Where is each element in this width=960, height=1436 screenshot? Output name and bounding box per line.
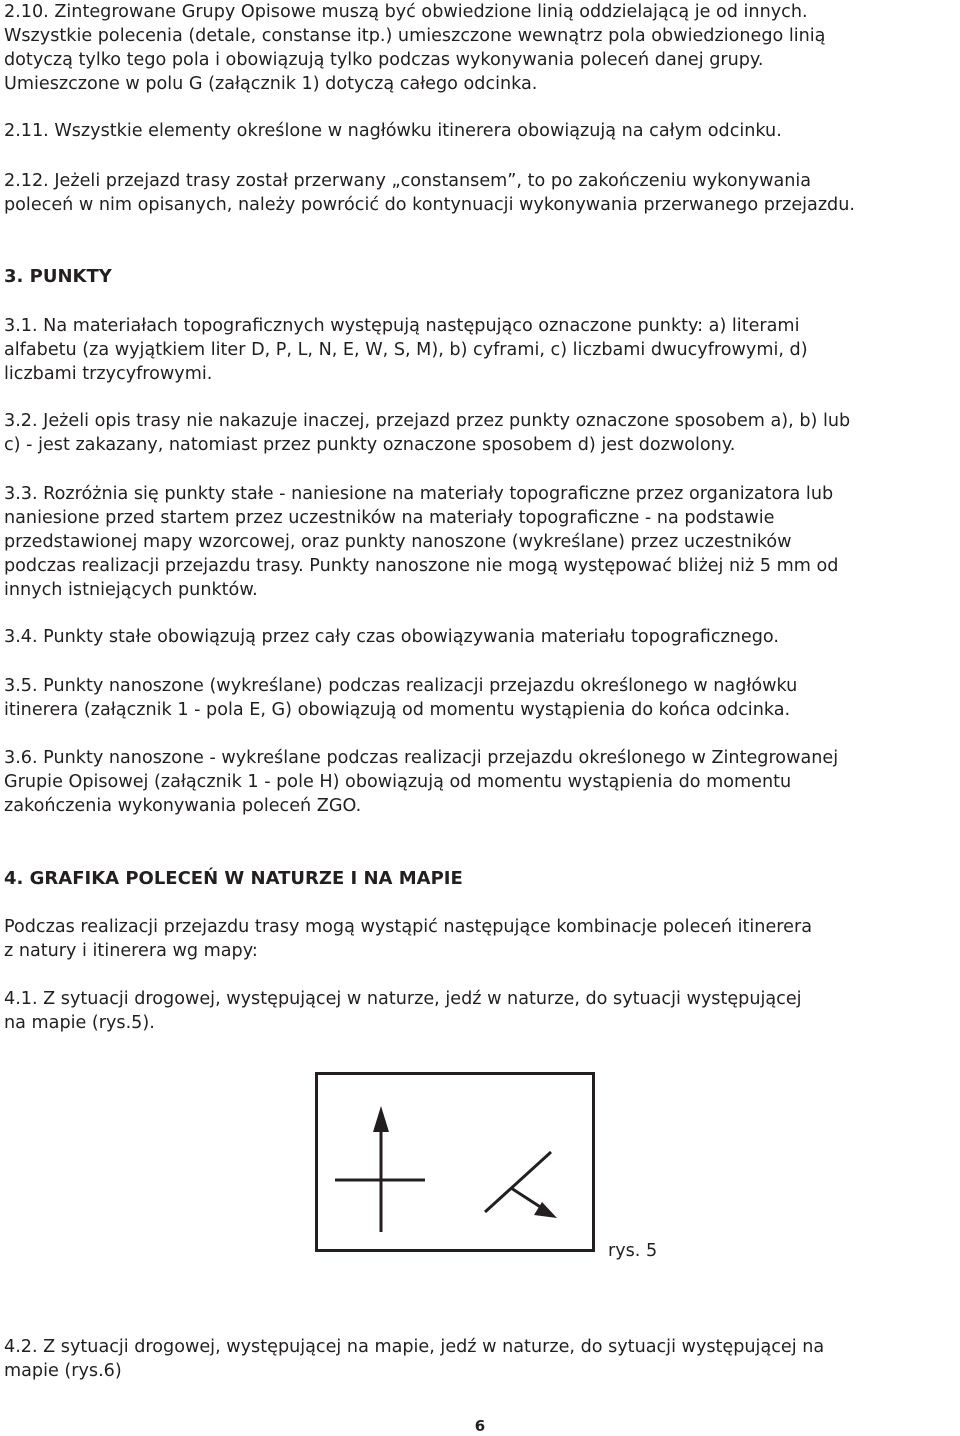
text-line: dotyczą tylko tego pola i obowiązują tylko podczas wykonywania poleceń danej grupy. xyxy=(4,50,764,70)
paragraph-3-3 xyxy=(4,482,838,602)
paragraph-3-5 xyxy=(4,674,797,722)
figure-caption: rys. 5 xyxy=(608,1241,658,1261)
junction-with-diagonal-arrow-icon xyxy=(485,1152,557,1218)
text-line: 4.2. Z sytuacji drogowej, występującej na mapie, jedź w naturze, do sytuacji występującej na xyxy=(4,1337,825,1357)
paragraph-3-1 xyxy=(4,314,808,386)
paragraph-3-4 xyxy=(4,625,779,649)
text-line: 2.12. Jeżeli przejazd trasy został przerwany „constansem”, to po zakończeniu wykonywania xyxy=(4,171,812,191)
text-line: poleceń w nim opisanych, należy powrócić do kontynuacji wykonywania przerwanego przejazdu. xyxy=(4,195,855,215)
text-line: 2.11. Wszystkie elementy określone w nagłówku itinerera obowiązują na całym odcinku. xyxy=(4,121,782,141)
figure-rys-5 xyxy=(315,1072,595,1252)
page-number: 6 xyxy=(474,1417,486,1435)
text-line: Podczas realizacji przejazdu trasy mogą wystąpić następujące kombinacje poleceń itinerera xyxy=(4,917,812,937)
paragraph-3-6 xyxy=(4,746,838,818)
text-line: przedstawionej mapy wzorcowej, oraz punkty nanoszone (wykreślane) przez uczestników xyxy=(4,532,792,552)
text-line: c) - jest zakazany, natomiast przez punkty oznaczone sposobem d) jest dozwolony. xyxy=(4,435,736,455)
text-line: alfabetu (za wyjątkiem liter D, P, L, N, E, W, S, M), b) cyframi, c) liczbami dwucyfrowymi, d) xyxy=(4,340,808,360)
heading-section-3: 3. PUNKTY xyxy=(4,266,112,287)
text-line: 3.1. Na materiałach topograficznych występują następująco oznaczone punkty: a) literami xyxy=(4,316,800,336)
text-line: mapie (rys.6) xyxy=(4,1361,122,1381)
text-line: zakończenia wykonywania poleceń ZGO. xyxy=(4,796,362,816)
text-line: podczas realizacji przejazdu trasy. Punkty nanoszone nie mogą występować bliżej niż 5 mm od xyxy=(4,556,839,576)
text-line: 3.5. Punkty nanoszone (wykreślane) podczas realizacji przejazdu określonego w nagłówku xyxy=(4,676,798,696)
paragraph-4-1 xyxy=(4,987,802,1035)
text-line: 3.6. Punkty nanoszone - wykreślane podczas realizacji przejazdu określonego w Zintegrowanej xyxy=(4,748,839,768)
paragraph-2-12 xyxy=(4,169,855,217)
paragraph-2-11 xyxy=(4,119,782,143)
text-line: 4.1. Z sytuacji drogowej, występującej w naturze, jedź w naturze, do sytuacji występującej xyxy=(4,989,802,1009)
text-line: naniesione przed startem przez uczestników na materiały topograficzne - na podstawie xyxy=(4,508,775,528)
text-line: z natury i itinerera wg mapy: xyxy=(4,941,258,961)
text-line: 3.4. Punkty stałe obowiązują przez cały czas obowiązywania materiału topograficznego. xyxy=(4,627,779,647)
heading-section-4: 4. GRAFIKA POLECEŃ W NATURZE I NA MAPIE xyxy=(4,868,463,889)
figure-frame xyxy=(317,1074,594,1251)
figure-rys-5-drawing xyxy=(315,1072,595,1252)
text-line: 3.3. Rozróżnia się punkty stałe - naniesione na materiały topograficzne przez organizatora lub xyxy=(4,484,834,504)
text-line: na mapie (rys.5). xyxy=(4,1013,155,1033)
paragraph-2-10 xyxy=(4,0,825,96)
text-line: liczbami trzycyfrowymi. xyxy=(4,364,213,384)
text-line: Grupie Opisowej (załącznik 1 - pole H) obowiązują od momentu wystąpienia do momentu xyxy=(4,772,792,792)
text-line: 3.2. Jeżeli opis trasy nie nakazuje inaczej, przejazd przez punkty oznaczone sposobem a), b) lub xyxy=(4,411,851,431)
text-line: Umieszczone w polu G (załącznik 1) dotyczą całego odcinka. xyxy=(4,74,538,94)
text-line: Wszystkie polecenia (detale, constanse itp.) umieszczone wewnątrz pola obwiedzionego linią xyxy=(4,26,826,46)
crossroads-with-up-arrow-icon xyxy=(335,1106,425,1232)
paragraph-3-2 xyxy=(4,409,850,457)
text-line: 2.10. Zintegrowane Grupy Opisowe muszą być obwiedzione linią oddzielającą je od innych. xyxy=(4,2,808,22)
paragraph-4-2 xyxy=(4,1335,824,1383)
paragraph-4-intro xyxy=(4,915,812,963)
text-line: innych istniejących punktów. xyxy=(4,580,258,600)
text-line: itinerera (załącznik 1 - pola E, G) obowiązują od momentu wystąpienia do końca odcinka. xyxy=(4,700,791,720)
